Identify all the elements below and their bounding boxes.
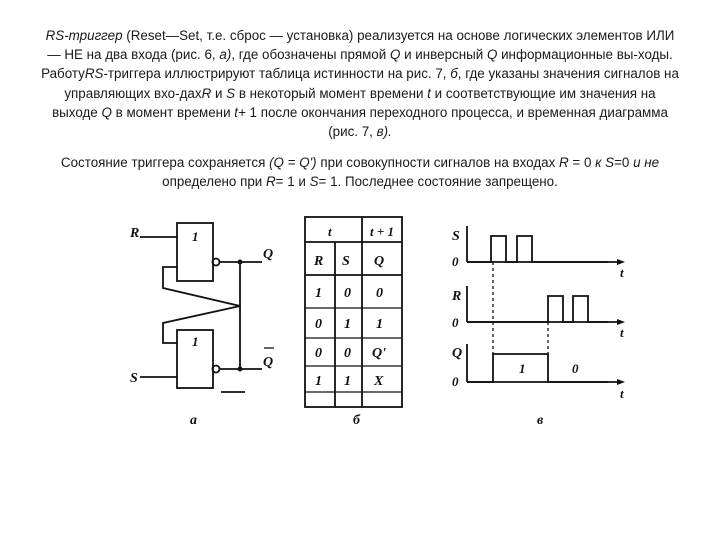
waveform-q xyxy=(467,354,608,382)
table-cell: 0 xyxy=(344,346,351,361)
caption-c: в xyxy=(537,413,544,428)
text-run: =0 xyxy=(614,155,634,171)
waveform-s xyxy=(467,236,608,262)
figure-b-truth-table xyxy=(305,217,402,428)
table-header-t: t xyxy=(328,224,332,239)
label-q-high: 1 xyxy=(519,361,526,376)
text-run: t xyxy=(427,85,431,101)
term-rs-trigger: RS-триггер xyxy=(45,28,123,43)
arrow-q xyxy=(617,379,625,385)
text-run: = 1 и xyxy=(275,174,310,190)
text-run: Q xyxy=(486,47,498,63)
caption-b: б xyxy=(353,413,360,428)
label-input-r: R xyxy=(130,226,140,241)
text-run: к S xyxy=(595,155,615,171)
text-run: в момент времени xyxy=(111,104,235,120)
text-run: при совокупности сигналов на входах xyxy=(316,155,560,171)
waveform-r xyxy=(467,296,608,322)
label-gate-bottom: 1 xyxy=(192,334,199,349)
text-run: -триггера иллюстрируют таблица истинности на рис. 7, xyxy=(103,66,451,82)
text-run: определено при xyxy=(162,174,266,190)
text-run: а) xyxy=(219,47,232,63)
table-cell: 1 xyxy=(344,317,351,332)
text-run: = 0 xyxy=(568,155,596,171)
text-run: и инверсный xyxy=(400,47,487,63)
table-cell: Q' xyxy=(372,346,386,361)
text-run: информационные вы-ходы. Работу xyxy=(41,47,673,82)
text-run: S xyxy=(226,85,236,101)
table-cell: 0 xyxy=(344,286,351,301)
label-signal-q: Q xyxy=(452,346,463,361)
text-run: и соответствующие им значения на выходе xyxy=(52,85,656,120)
table-cell: Q xyxy=(374,254,385,269)
caption-a: а xyxy=(190,413,197,428)
label-zero: 0 xyxy=(452,315,459,330)
table-cell: 1 xyxy=(315,286,322,301)
label-output-q-bar: Q xyxy=(263,355,274,370)
wire-feedback-q-bar xyxy=(163,267,240,369)
table-cell: 1 xyxy=(376,317,383,332)
text-run: 1 после окончания переходного процесса, и временная диаграмма (рис. 7, xyxy=(245,104,668,140)
text-run: (Q = Q') xyxy=(269,155,317,171)
text-run: , где обозначены прямой xyxy=(231,47,390,63)
table-cell: 0 xyxy=(376,286,383,301)
table-cell: 1 xyxy=(344,374,351,389)
text-run: , где указаны значения сигналов на управляющих вхо-дах xyxy=(64,66,679,101)
text-run: (Reset—Set, т.е. сброс — установка) реализуется на основе логических элементов ИЛИ — НЕ на два входа (рис. 6, xyxy=(47,28,675,63)
text-run: в). xyxy=(376,124,392,140)
text-run: R xyxy=(201,85,212,101)
label-zero: 0 xyxy=(452,374,459,389)
label-time-q: t xyxy=(620,386,624,401)
text-run: в некоторый момент времени xyxy=(235,85,428,101)
text-run: Q xyxy=(101,104,112,120)
table-cell: S xyxy=(342,254,350,269)
table-cell: 1 xyxy=(315,374,322,389)
table-header-t1: t + 1 xyxy=(370,224,395,239)
figure-c-timing-diagram xyxy=(451,226,625,428)
table-cell: 0 xyxy=(315,346,322,361)
label-input-s: S xyxy=(130,371,138,386)
text-run: R xyxy=(266,174,276,190)
label-zero: 0 xyxy=(452,254,459,269)
label-time-r: t xyxy=(620,325,624,340)
label-q-low: 0 xyxy=(572,361,579,376)
text-run: б xyxy=(450,66,458,82)
text-run: t+ xyxy=(234,104,246,120)
table-cell: X xyxy=(374,374,384,389)
label-output-q: Q xyxy=(263,247,274,262)
text-run: и xyxy=(211,85,227,101)
label-signal-r: R xyxy=(452,289,462,304)
figure-a-schematic xyxy=(129,223,274,428)
text-run: S xyxy=(309,174,319,190)
table-cell: R xyxy=(314,254,324,269)
text-run: = 1. Последнее состояние запрещено. xyxy=(318,174,558,190)
text-run: Q xyxy=(389,47,401,63)
text-run: RS xyxy=(84,66,104,82)
text-run: и не xyxy=(633,155,660,171)
table-cell: 0 xyxy=(315,317,322,332)
text-run: Состояние триггера сохраняется xyxy=(60,155,270,171)
label-time-s: t xyxy=(620,265,624,280)
label-signal-s: S xyxy=(452,229,460,244)
label-gate-top: 1 xyxy=(192,229,199,244)
text-run: R xyxy=(559,155,569,171)
